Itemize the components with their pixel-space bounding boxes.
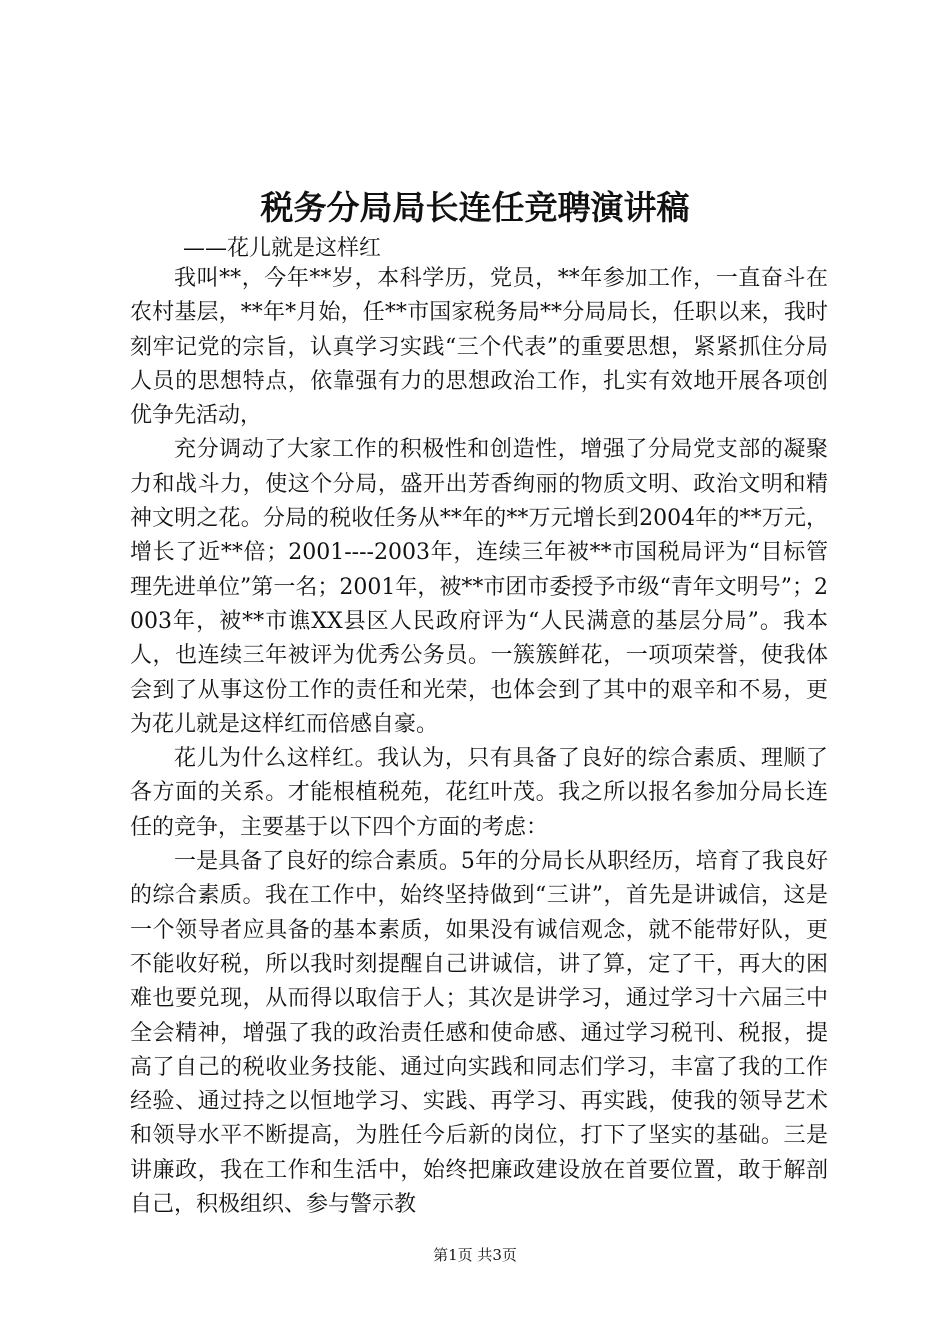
document-subtitle: ——花儿就是这样红 (183, 236, 382, 261)
document-body (130, 262, 828, 1222)
paragraph: 一是具备了良好的综合素质。5年的分局长从职经历，培育了我良好的综合素质。我在工作中，始终坚持做到“三讲”，首先是讲诚信，这是一个领导者应具备的基本素质，如果没有诚信观念，就不能带好队，更不能收好税，所以我时刻提醒自己讲诚信，讲了算，定了干，再大的困难也要兑现，从而得以取信于人；其次是讲学习，通过学习十六届三中全会精神，增强了我的政治责任感和使命感、通过学习税刊、税报，提高了自己的税收业务技能、通过向实践和同志们学习，丰富了我的工作经验、通过持之以恒地学习、实践、再学习、再实践，使我的领导艺术和领导水平不断提高，为胜任今后新的岗位，打下了坚实的基础。三是讲廉政，我在工作和生活中，始终把廉政建设放在首要位置，敢于解剖自己，积极组织、参与警示教 (130, 849, 828, 1218)
paragraph: 我叫**，今年**岁，本科学历，党员，**年参加工作，一直奋斗在农村基层，**年*月始，任**市国家税务局**分局局长，任职以来，我时刻牢记党的宗旨，认真学习实践“三个代表”的重要思想，紧紧抓住分局人员的思想特点，依靠强有力的思想政治工作，扎实有效地开展各项创优争先活动， (130, 266, 828, 429)
paragraph: 充分调动了大家工作的积极性和创造性，增强了分局党支部的凝聚力和战斗力，使这个分局，盛开出芳香绚丽的物质文明、政治文明和精神文明之花。分局的税收任务从**年的**万元增长到2004年的**万元，增长了近**倍；2001----2003年，连续三年被**市国税局评为“目标管理先进单位”第一名；2001年，被**市团市委授予市级“青年文明号”；2003年，被**市谯XX县区人民政府评为“人民满意的基层分局”。我本人，也连续三年被评为优秀公务员。一簇簇鲜花，一项项荣誉，使我体会到了从事这份工作的责任和光荣，也体会到了其中的艰辛和不易，更为花儿就是这样红而倍感自豪。 (130, 437, 828, 737)
paragraph: 花儿为什么这样红。我认为，只有具备了良好的综合素质、理顺了各方面的关系。才能根植税苑，花红叶茂。我之所以报名参加分局长连任的竞争，主要基于以下四个方面的考虑： (130, 746, 828, 840)
document-title: 税务分局局长连任竞聘演讲稿 (260, 188, 690, 227)
page-footer: 第1页 共3页 (433, 1246, 517, 1264)
